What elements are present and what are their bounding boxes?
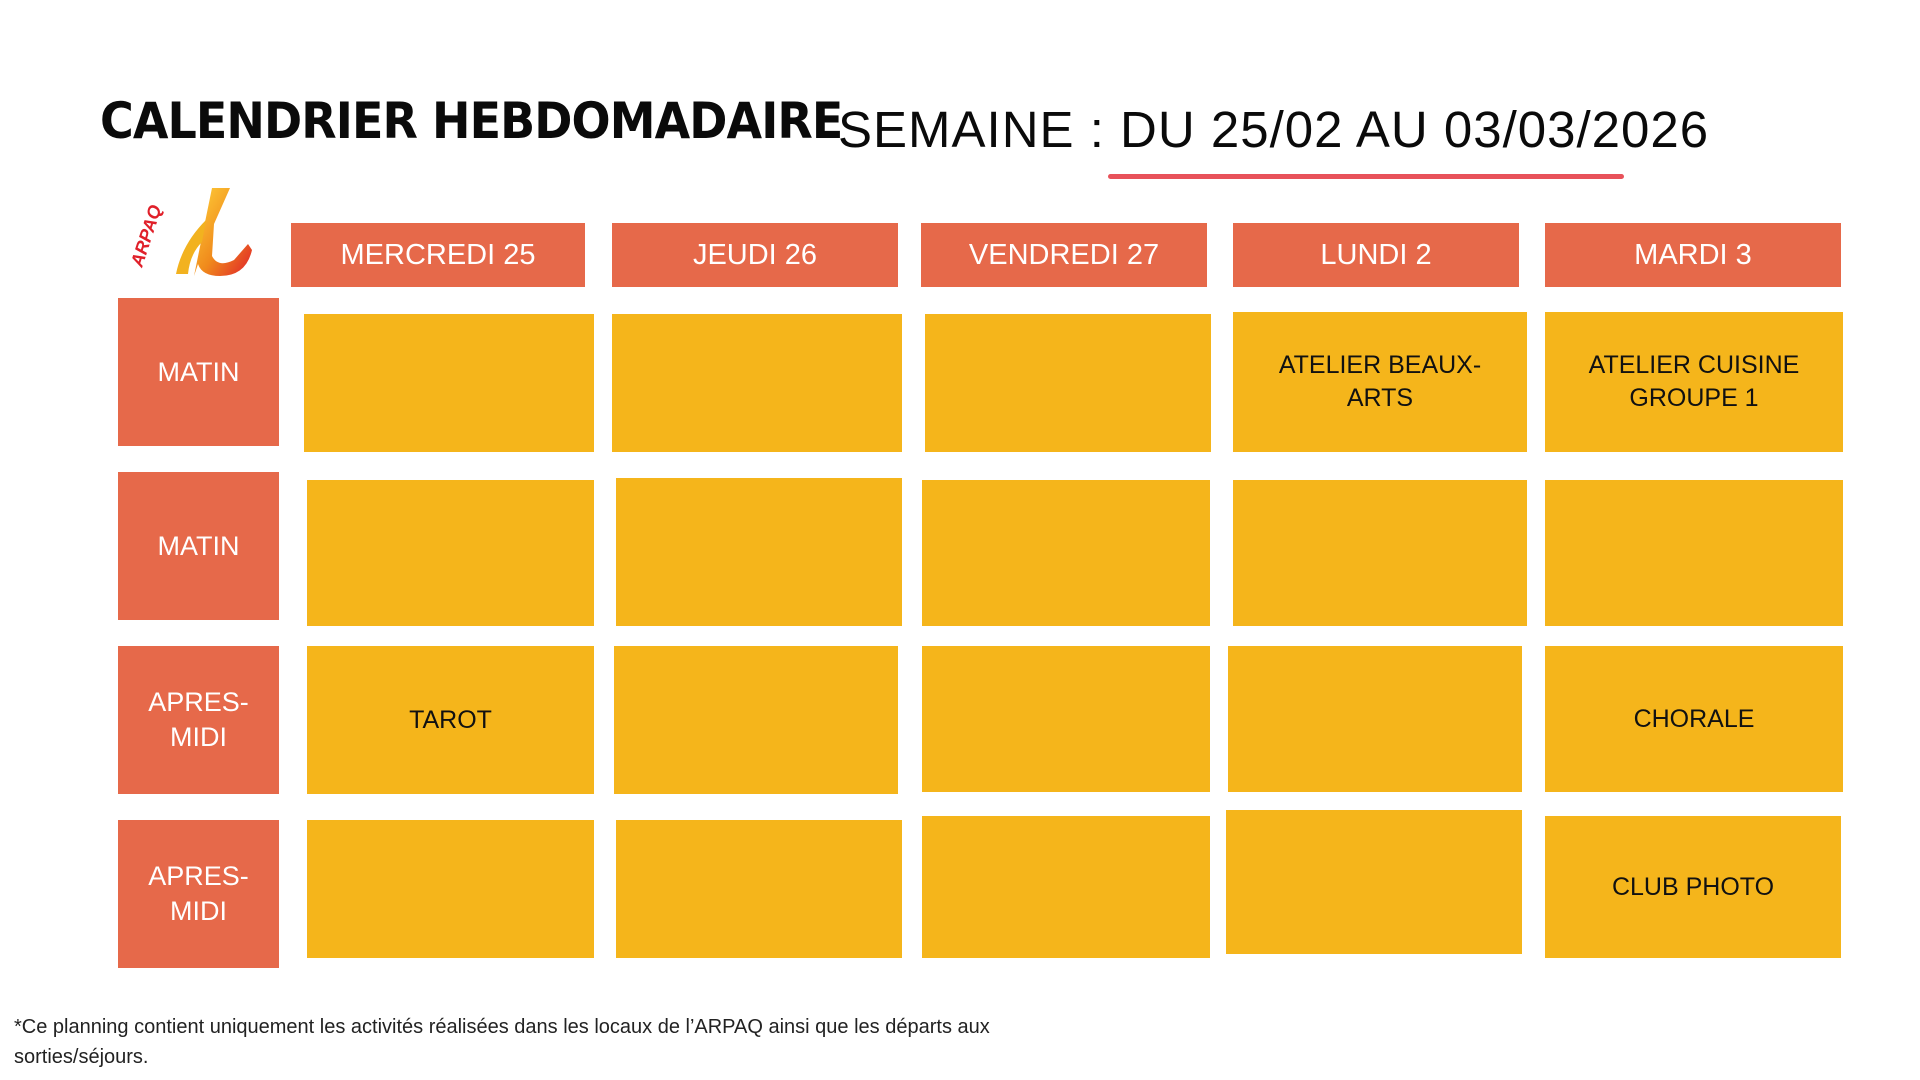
week-range: SEMAINE : DU 25/02 AU 03/03/2026 (838, 101, 1710, 158)
cell-matin-1-lundi: ATELIER BEAUX-ARTS (1233, 312, 1527, 452)
cell-apres-midi-1-lundi (1228, 646, 1522, 792)
day-header-mardi: MARDI 3 (1545, 223, 1841, 287)
cell-apres-midi-2-mercredi (307, 820, 594, 958)
arpaq-logo-icon (126, 184, 256, 280)
day-header-lundi: LUNDI 2 (1233, 223, 1519, 287)
cell-matin-1-mercredi (304, 314, 594, 452)
cell-apres-midi-2-mardi: CLUB PHOTO (1545, 816, 1841, 958)
logo-text: ARPAQ (126, 202, 166, 270)
footnote: *Ce planning contient uniquement les activités réalisées dans les locaux de l’ARPAQ ainsi que les départs aux sorties/séjours. (14, 1016, 990, 1068)
cell-matin-2-mercredi (307, 480, 594, 626)
row-label-matin-1: MATIN (118, 298, 279, 446)
cell-matin-1-jeudi (612, 314, 902, 452)
cell-matin-2-mardi (1545, 480, 1843, 626)
page-title: CALENDRIER HEBDOMADAIRE (100, 92, 843, 150)
day-header-mercredi: MERCREDI 25 (291, 223, 585, 287)
row-label-matin-2: MATIN (118, 472, 279, 620)
row-label-apres-midi-2: APRES-MIDI (118, 820, 279, 968)
week-underline (1108, 174, 1624, 179)
cell-matin-1-vendredi (925, 314, 1211, 452)
cell-apres-midi-1-jeudi (614, 646, 898, 794)
cell-apres-midi-1-mardi: CHORALE (1545, 646, 1843, 792)
cell-matin-2-vendredi (922, 480, 1210, 626)
row-label-apres-midi-1: APRES-MIDI (118, 646, 279, 794)
cell-apres-midi-2-vendredi (922, 816, 1210, 958)
cell-apres-midi-1-mercredi: TAROT (307, 646, 594, 794)
day-header-vendredi: VENDREDI 27 (921, 223, 1207, 287)
cell-apres-midi-2-lundi (1226, 810, 1522, 954)
cell-apres-midi-2-jeudi (616, 820, 902, 958)
cell-apres-midi-1-vendredi (922, 646, 1210, 792)
cell-matin-2-jeudi (616, 478, 902, 626)
cell-matin-1-mardi: ATELIER CUISINE GROUPE 1 (1545, 312, 1843, 452)
day-header-jeudi: JEUDI 26 (612, 223, 898, 287)
cell-matin-2-lundi (1233, 480, 1527, 626)
